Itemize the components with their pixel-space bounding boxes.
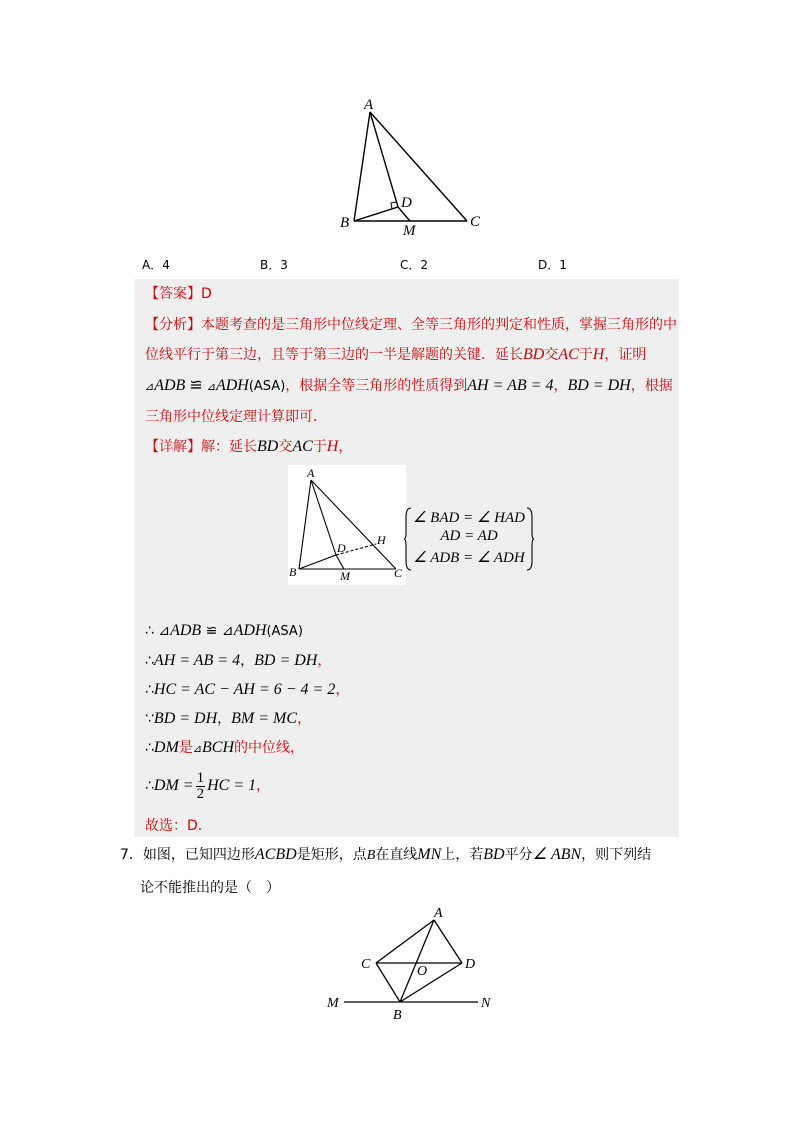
step-5-is: 是 [178,740,193,756]
fig2-label-a: A [307,466,315,480]
fig3-label-o: O [417,964,428,979]
fig2-label-b: B [289,565,297,579]
analysis-line-3 [145,376,673,397]
question-7-line-1 [120,845,651,866]
step-6-comma: ， [256,778,271,794]
detail-text-e: 于 [312,439,327,455]
figure-triangle-abc [330,92,490,242]
step-1-cong: ≌ ⊿ [201,623,234,639]
fig3-label-d: D [465,957,476,972]
analysis-text-2e: 于 [578,347,593,363]
option-b[interactable]: B．3 [260,258,288,272]
label-d: D [401,195,412,211]
step-1 [145,621,303,642]
math-bd: BD [523,346,545,363]
question-7-line-2 [140,878,280,898]
q7-text-2: 论不能推出的是（ ） [140,880,280,896]
congruent-symbol: ≌ [185,377,207,394]
step-3-eq: HC = AC − AH = 6 − 4 = 2 [153,681,336,698]
step-1-adb: ADB [170,622,202,639]
q7-text-c: 是矩形，点 [296,847,367,863]
step-6 [145,769,270,803]
step-5-text: 的中位线， [234,740,305,756]
answer-options [142,256,662,276]
step-2-comma-2: ， [317,653,332,669]
step-5-bch: BCH [202,739,235,756]
analysis-text-1: 本题考查的是三角形中位线定理、全等三角形的判定和性质，掌握三角形的中 [201,317,677,333]
step-1-therefore: ∴ ⊿ [145,623,171,639]
fig3-label-a: A [434,906,443,921]
q7-text-e: 在直线 [375,847,418,863]
detail-text-c: 交 [278,439,293,455]
fig2-label-h: H [377,533,386,547]
step-1-adh: ADH [233,622,267,639]
figure-rectangle-acbd [320,900,500,1025]
fig2-label-d: D [337,541,346,555]
fig3-label-n: N [481,996,491,1011]
fig2-segment-bd [299,555,336,569]
step-2-therefore: ∴ [145,653,154,669]
step-5-therefore: ∴ [145,740,154,756]
question-number: 7． [120,847,143,863]
math-h: H [592,346,605,363]
segment-ad [370,112,398,207]
math-ac-2: AC [292,438,313,455]
fraction-denominator: 2 [196,785,205,802]
segment-ac [370,112,467,221]
analysis-text-4: 三角形中位线定理计算即可． [145,409,327,425]
analysis-text-2a: 位线平行于第三边，且等于第三边的一半是解题的关键．延长 [145,347,523,363]
math-bd-2: BD [257,438,279,455]
answer-tag: 【答案】 [145,286,201,302]
q7-text-g: 上，若 [441,847,484,863]
step-5 [145,738,304,759]
segment-ab [354,112,370,221]
analysis-line-1 [145,315,677,335]
analysis-line-4 [145,407,327,427]
q7-acbd: ACBD [254,846,297,863]
q7-text-k: ，则下列结 [581,847,652,863]
math-adh: ADH [215,377,249,394]
analysis-line-2 [145,345,646,365]
detail-tag: 【详解】 [145,439,201,455]
math-ac: AC [558,346,579,363]
system-row-1: ∠ BAD = ∠ HAD [412,510,525,526]
comma: ， [553,378,568,394]
analysis-text-2g: ，证明 [604,347,647,363]
step-4-eq1: BD = DH [153,710,218,727]
fig3-label-c: C [361,957,371,972]
q7-b: B [366,848,376,863]
label-c: C [470,214,481,230]
fig2-segment-ad [311,480,336,555]
asa-label: (ASA) [248,379,286,394]
step-4 [145,709,311,729]
fig2-label-c: C [394,566,403,580]
analysis-text-3g: ，根据 [630,378,673,394]
segment-ad [434,920,462,963]
final-choice [145,816,212,836]
q7-text-a: 如图，已知四边形 [142,847,255,863]
q7-mn: MN [417,846,442,863]
label-a: A [364,97,374,113]
fig2-label-m: M [340,569,350,583]
solution-block [134,279,679,837]
fig2-segment-ab [299,480,311,569]
option-c[interactable]: C．2 [400,258,429,272]
step-5-triangle: ⊿ [192,742,203,755]
analysis-text-2c: 交 [544,347,559,363]
segment-cb [376,963,400,1002]
step-1-asa: (ASA) [266,624,303,639]
fraction-numerator: 1 [196,769,205,786]
analysis-tag: 【分析】 [145,317,201,333]
math-adb: ADB [154,377,186,394]
step-5-dm: DM [153,739,179,756]
answer-value: D [201,286,212,302]
triangle-symbol: ⊿ [145,380,155,393]
fraction-half [196,771,206,802]
fig3-label-m: M [327,996,339,1011]
step-2 [145,651,331,671]
q7-text-i: 平分 [504,847,533,863]
detail-text-g: ， [338,439,353,455]
detail-text-a: 解：延长 [201,439,257,455]
step-6-therefore: ∴ [145,778,154,794]
q7-angle-abn: ∠ ABN [532,846,582,863]
fig2-segment-ac [311,480,396,569]
step-4-comma-2: ， [297,711,312,727]
step-4-because: ∵ [145,711,154,727]
step-6-hc: HC = 1 [207,777,257,794]
congruence-system [404,507,534,571]
segment-bd [400,963,462,1002]
q7-bd: BD [483,846,505,863]
triangle-symbol-2: ⊿ [206,380,216,393]
math-h-2: H [326,438,339,455]
fig2-segment-dm [336,555,344,569]
fig3-label-b: B [393,1008,402,1023]
final-choice-text: 故选：D． [145,818,212,834]
label-b: B [340,215,350,231]
label-m: M [403,223,416,239]
step-6-dm: DM = [153,777,194,794]
detail-line [145,437,352,457]
option-a[interactable]: A．4 [142,258,170,272]
math-bd-dh: BD = DH [567,377,631,394]
option-d[interactable]: D．1 [538,258,567,272]
analysis-text-3c: ，根据全等三角形的性质得到 [285,378,468,394]
step-3-comma: ， [335,682,350,698]
step-3-therefore: ∴ [145,682,154,698]
step-2-comma: ， [240,653,255,669]
math-ah-ab: AH = AB = 4 [467,377,554,394]
step-2-eq1: AH = AB = 4 [153,652,241,669]
system-row-2: AD = AD [440,528,498,544]
step-2-eq2: BD = DH [254,652,318,669]
figure-extended-triangle [288,465,406,585]
step-4-comma: ， [217,711,232,727]
answer-line [145,284,212,304]
system-row-3: ∠ ADB = ∠ ADH [413,550,525,566]
step-4-eq2: BM = MC [231,710,298,727]
segment-bd [354,207,398,221]
step-3 [145,680,349,700]
